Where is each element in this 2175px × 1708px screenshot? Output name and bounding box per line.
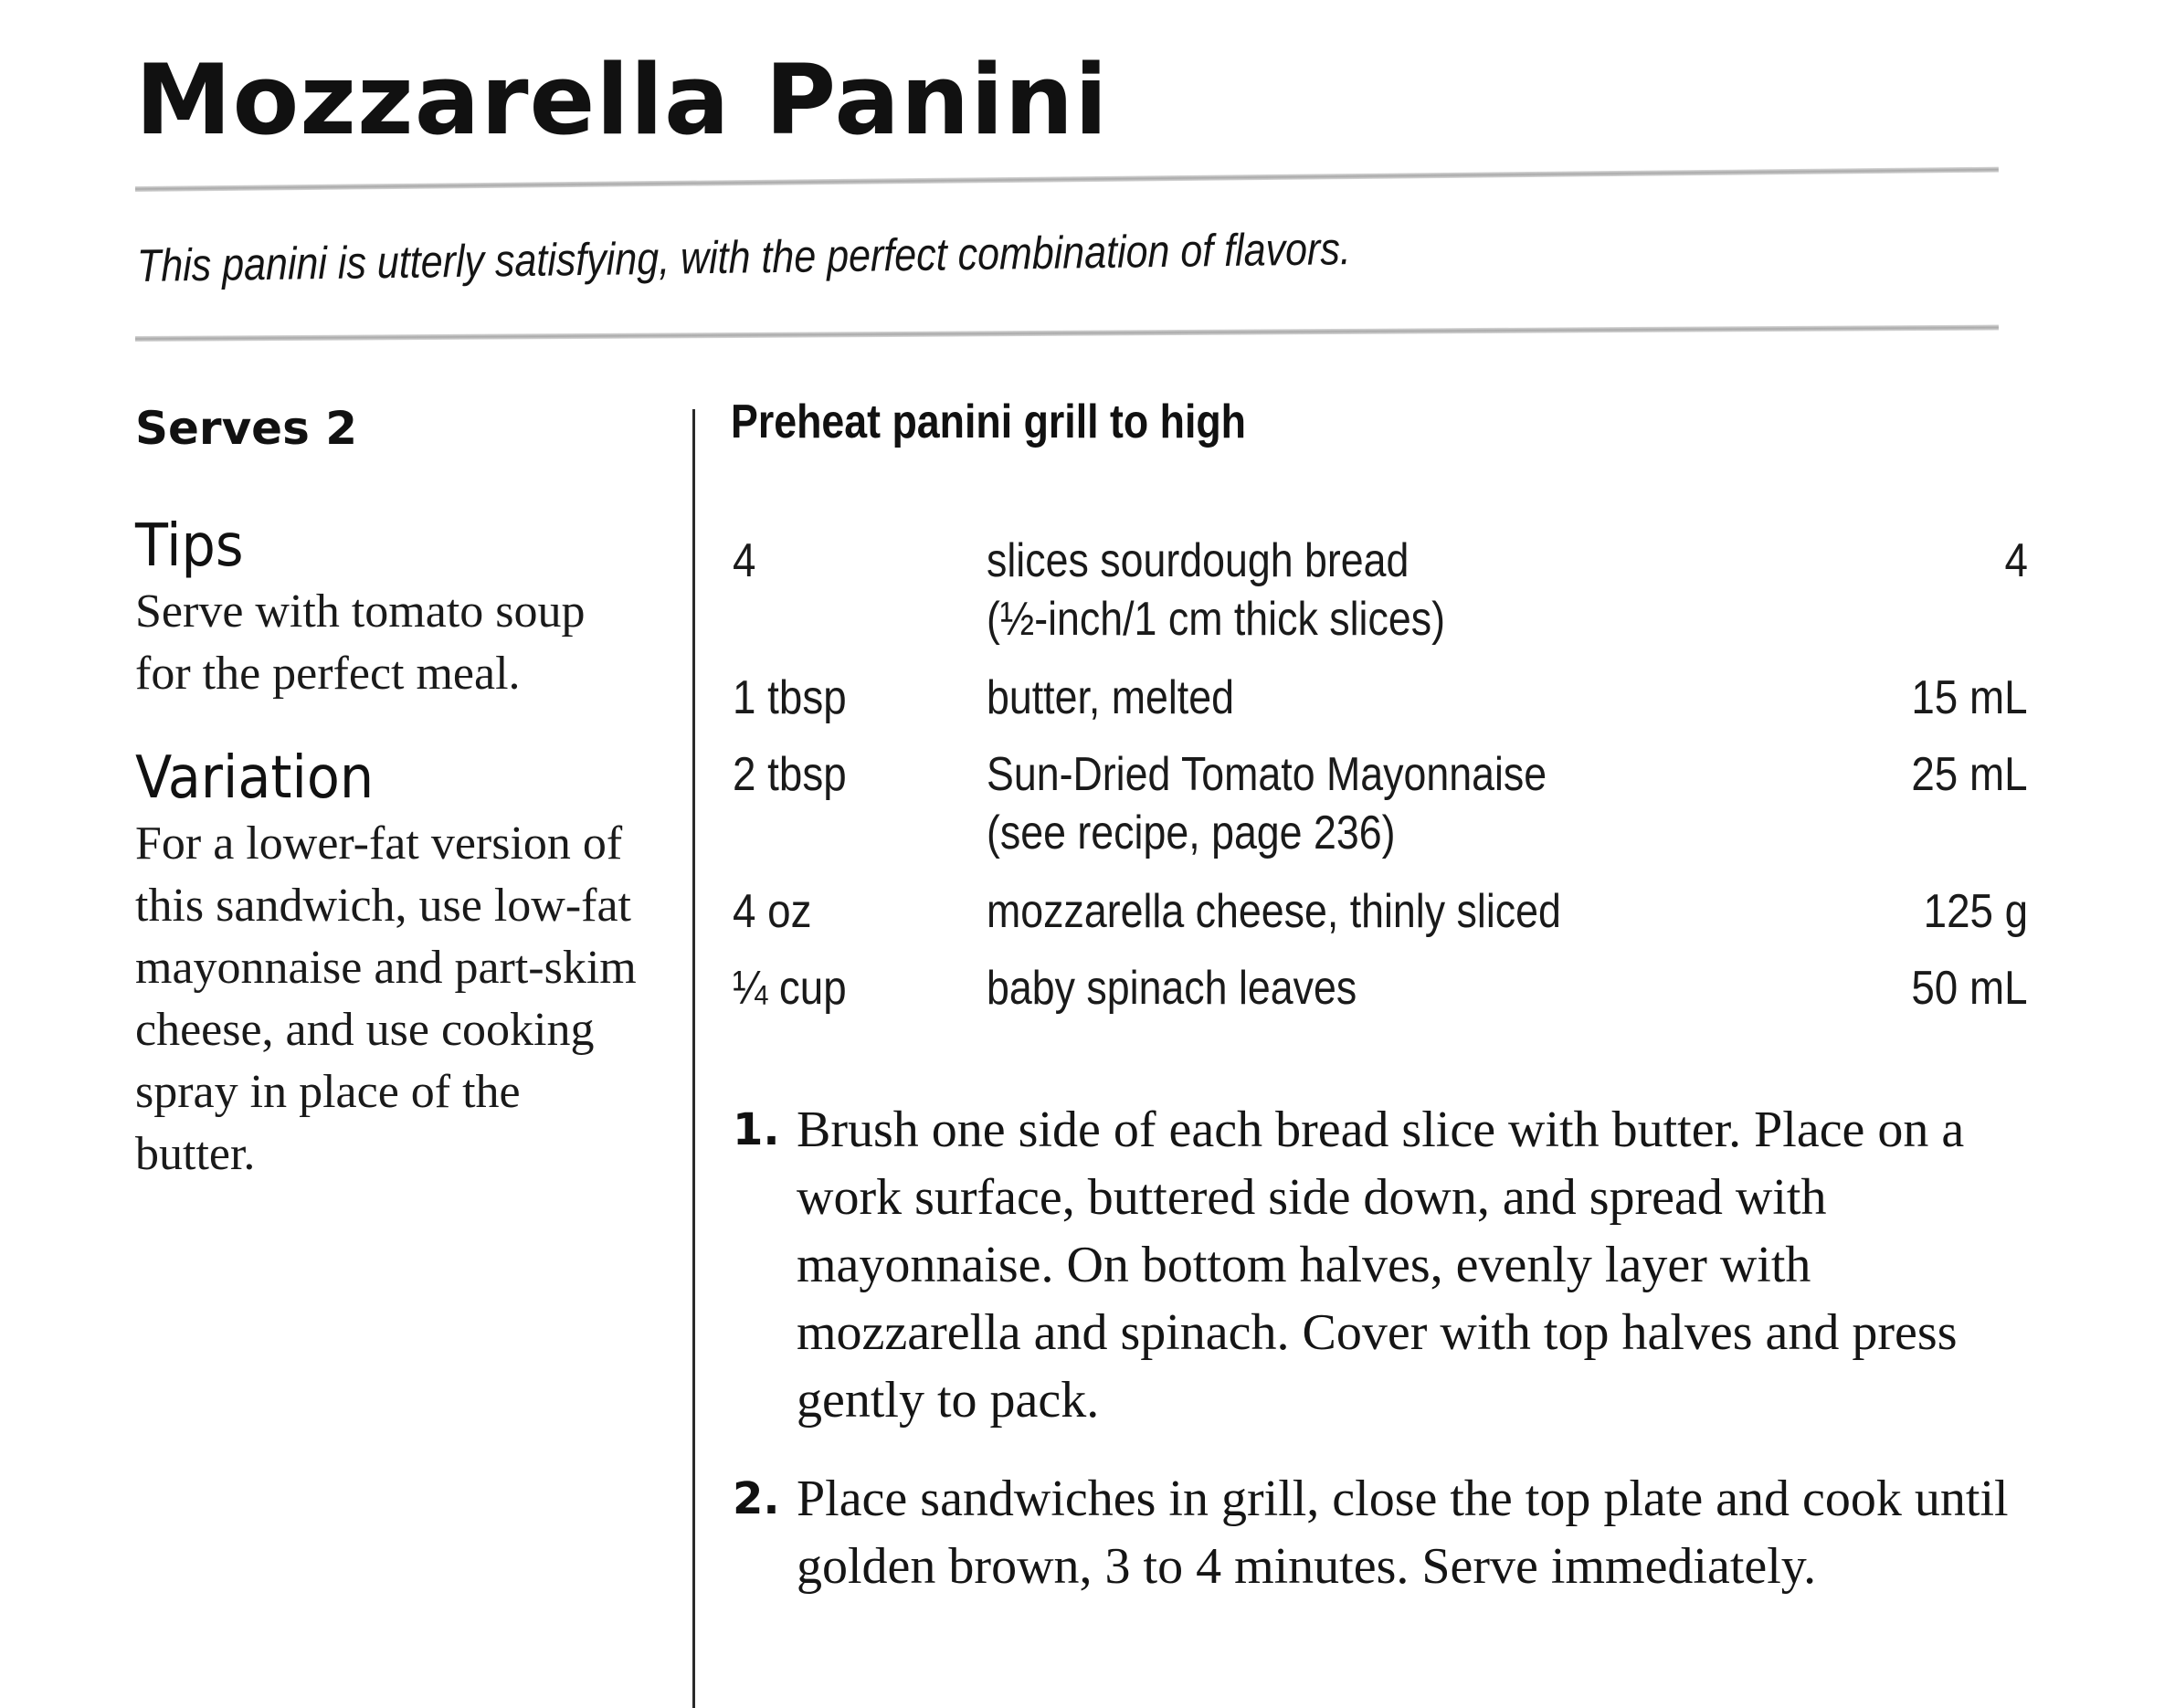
ingredient-us-quantity: 2 tbsp — [733, 748, 847, 801]
step-number: 2. — [733, 1473, 780, 1524]
ingredient-metric-quantity: 125 g — [1923, 885, 2028, 938]
ingredient-description-line: (½-inch/1 cm thick slices) — [987, 593, 1445, 646]
ingredient-metric-quantity: 15 mL — [1911, 671, 2028, 724]
method-step — [731, 1096, 2028, 1434]
recipe-subtitle: This panini is utterly satisfying, with the perfect combination of flavors. — [136, 223, 1352, 291]
ingredient-metric-quantity: 25 mL — [1911, 748, 2028, 801]
method-steps — [731, 1096, 2028, 1631]
preheat-instruction: Preheat panini grill to high — [731, 395, 1247, 448]
ingredient-us-quantity: ¼ cup — [733, 962, 847, 1015]
main-column — [731, 395, 2028, 1595]
ingredient-row — [731, 745, 2028, 862]
tips-heading: Tips — [135, 512, 244, 580]
ingredient-row — [731, 669, 2028, 727]
ingredient-us-quantity: 4 — [733, 534, 756, 587]
method-step — [731, 1465, 2028, 1600]
serves-label: Serves 2 — [135, 402, 358, 455]
ingredient-description-line: mozzarella cheese, thinly sliced — [987, 885, 1561, 938]
tips-text: Serve with tomato soup for the perfect meal. — [135, 585, 586, 700]
ingredient-description-line: (see recipe, page 236) — [987, 807, 1396, 859]
subtitle-divider-rule — [135, 325, 1999, 342]
ingredient-description-line: slices sourdough bread — [987, 534, 1410, 587]
ingredient-description — [987, 669, 1615, 727]
step-number: 1. — [733, 1104, 780, 1155]
ingredient-list — [731, 532, 2028, 1017]
ingredient-us-quantity: 4 oz — [733, 885, 812, 938]
sidebar — [135, 402, 683, 1224]
variation-heading: Variation — [135, 744, 375, 812]
ingredient-row — [731, 959, 2028, 1017]
ingredient-description — [987, 745, 1615, 862]
variation-text: For a lower-fat version of this sandwich, use low-fat mayonnaise and part-skim cheese, and use cooking spray in place of the butter. — [135, 817, 637, 1180]
ingredient-metric-quantity: 4 — [2004, 534, 2028, 587]
step-text: Brush one side of each bread slice with butter. Place on a work surface, buttered side down, and spread with mayonnaise. On bottom halves, evenly layer with mozzarella and spinach. Cover with top halves and press gently to pack. — [797, 1102, 1965, 1429]
ingredient-metric-quantity: 50 mL — [1911, 962, 2028, 1015]
ingredient-description-line: butter, melted — [987, 671, 1234, 724]
column-divider — [692, 409, 695, 1708]
ingredient-row — [731, 532, 2028, 648]
recipe-title: Mozzarella Panini — [135, 44, 1109, 156]
ingredient-description — [987, 532, 1615, 648]
ingredient-description-line: baby spinach leaves — [987, 962, 1357, 1015]
ingredient-row — [731, 882, 2028, 941]
top-divider-rule — [135, 167, 1999, 192]
ingredient-us-quantity: 1 tbsp — [733, 671, 847, 724]
ingredient-description-line: Sun-Dried Tomato Mayonnaise — [987, 748, 1547, 801]
ingredient-description — [987, 882, 1615, 941]
step-text: Place sandwiches in grill, close the top plate and cook until golden brown, 3 to 4 minutes. Serve immediately. — [797, 1471, 2009, 1595]
ingredient-description — [987, 959, 1615, 1017]
